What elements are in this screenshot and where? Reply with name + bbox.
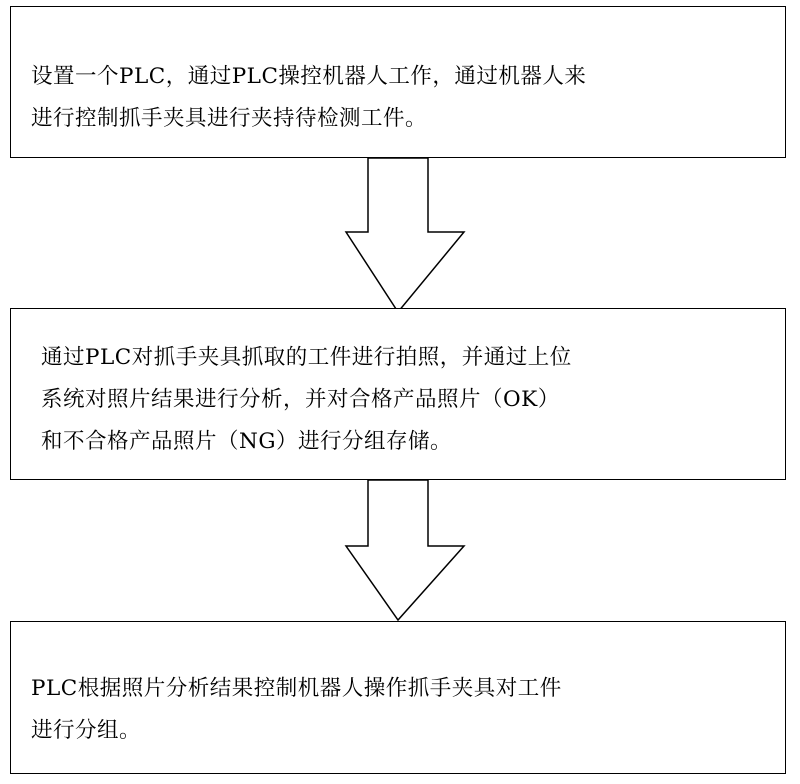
down-arrow-1-icon xyxy=(0,158,800,318)
step-1-box xyxy=(10,6,786,158)
step-3-box xyxy=(10,621,786,774)
step-2-box xyxy=(10,308,786,480)
step-1-text: 设置一个PLC，通过PLC操控机器人工作，通过机器人来 进行控制抓手夹具进行夹持待检测工件。 xyxy=(31,64,587,131)
step-2-text: 通过PLC对抓手夹具抓取的工件进行拍照，并通过上位 系统对照片结果进行分析，并对合格产品照片（OK） 和不合格产品照片（NG）进行分组存储。 xyxy=(41,345,572,454)
down-arrow-2-icon xyxy=(0,480,800,640)
step-3-text: PLC根据照片分析结果控制机器人操作抓手夹具对工件 进行分组。 xyxy=(31,676,562,743)
